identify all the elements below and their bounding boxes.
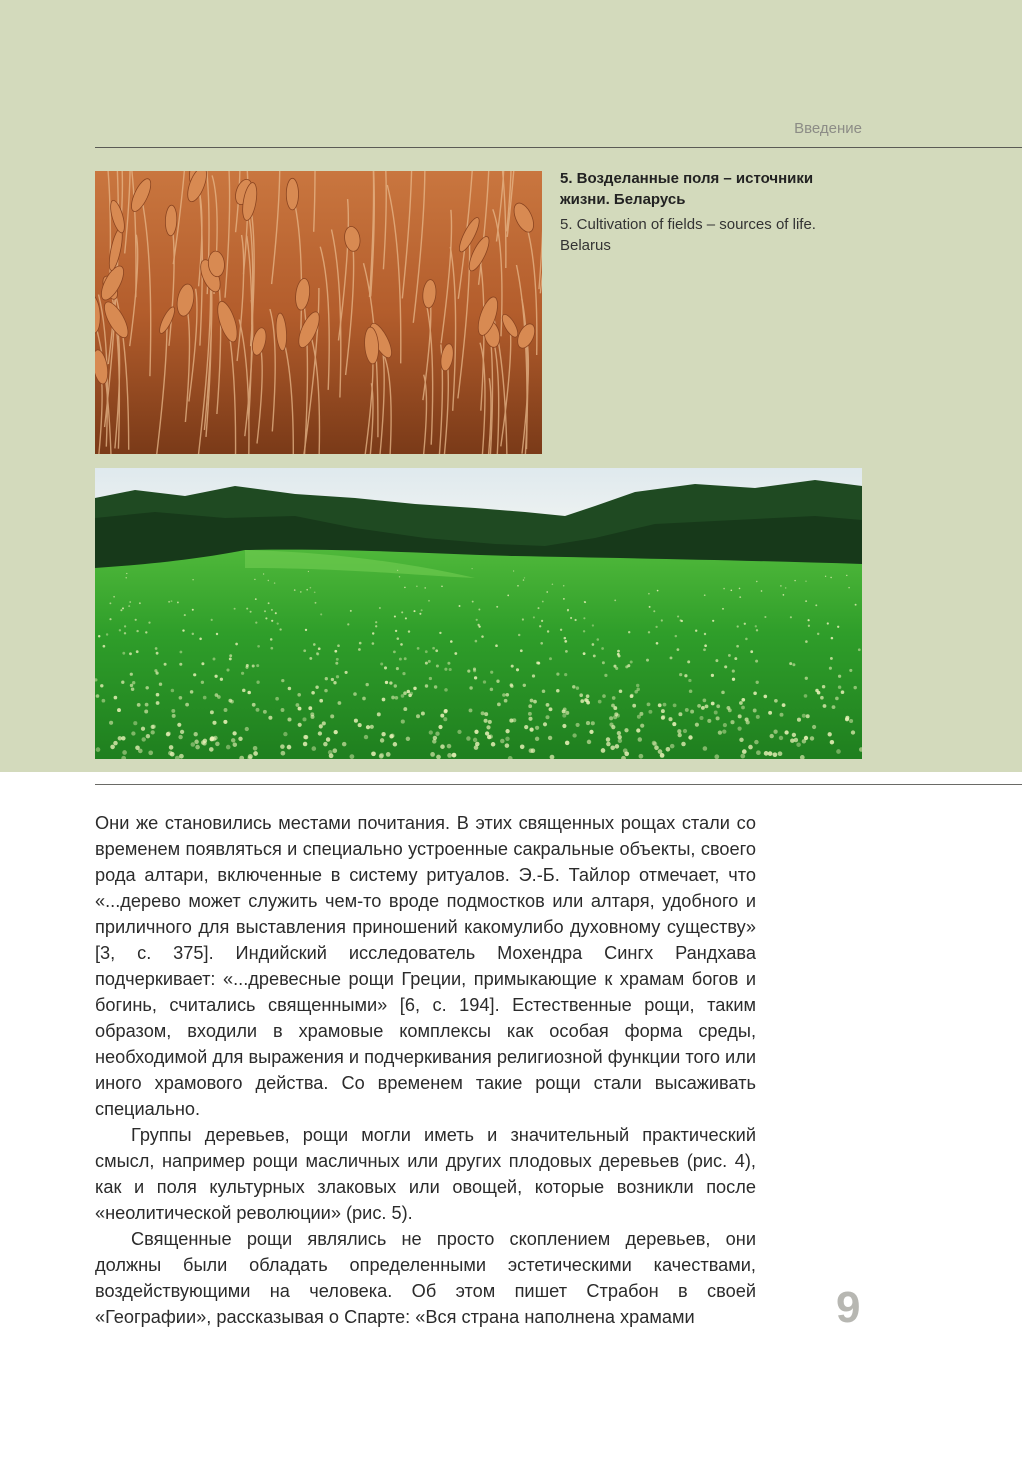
green-field-forest-photo xyxy=(95,468,862,759)
caption-russian: 5. Возделанные поля – источники жизни. Беларусь xyxy=(560,170,814,208)
wheat-field-photo xyxy=(95,171,542,454)
body-paragraph-1: Они же становились местами почитания. В этих священных рощах стали со временем появляться и специально устроенные сакральные объекты, своего рода алтари, включенные в систему ритуалов. Э.-Б. Тайлор отмечает, что «...дерево может служить чем-то вроде подмостков или алтаря, удобного и приличного для выставления приношений какомулибо духовному существу» [3, с. 375]. Индийский исследователь Мохендра Сингх Рандхава подчеркивает: «...древесные рощи Греции, примыкающие к храмам богов и богинь, считались священными» [6, с. 194]. Естественные рощи, таким образом, входили в храмовые комплексы как особая форма среды, необходимой для выражения и подчеркивания религиозной функции того или иного храмового действа. Со временем такие рощи стали высаживать специально. xyxy=(95,813,756,1119)
caption-english: 5. Cultivation of fields – sources of life. Belarus xyxy=(560,216,816,254)
meadow-photo-illustration xyxy=(95,468,862,759)
section-divider-rule xyxy=(95,784,1022,785)
body-paragraph-3: Священные рощи являлись не просто скоплением деревьев, они должны были обладать определенными эстетическими качествами, воздействующими на человека. Об этом пишет Страбон в своей «Географии», рассказывая о Спарте: «Вся страна наполнена храмами xyxy=(95,1229,756,1327)
body-text xyxy=(95,810,756,1330)
section-header-label: Введение xyxy=(794,120,862,137)
page-number: 9 xyxy=(836,1283,861,1332)
figure-caption xyxy=(560,168,860,256)
header-rule xyxy=(95,147,1022,148)
body-paragraph-2: Группы деревьев, рощи могли иметь и значительный практический смысл, например рощи масличных или других плодовых деревьев (рис. 4), как и поля культурных злаковых или овощей, которые возникли после «неолитической революции» (рис. 5). xyxy=(95,1125,756,1223)
wheat-photo-illustration xyxy=(95,171,542,454)
